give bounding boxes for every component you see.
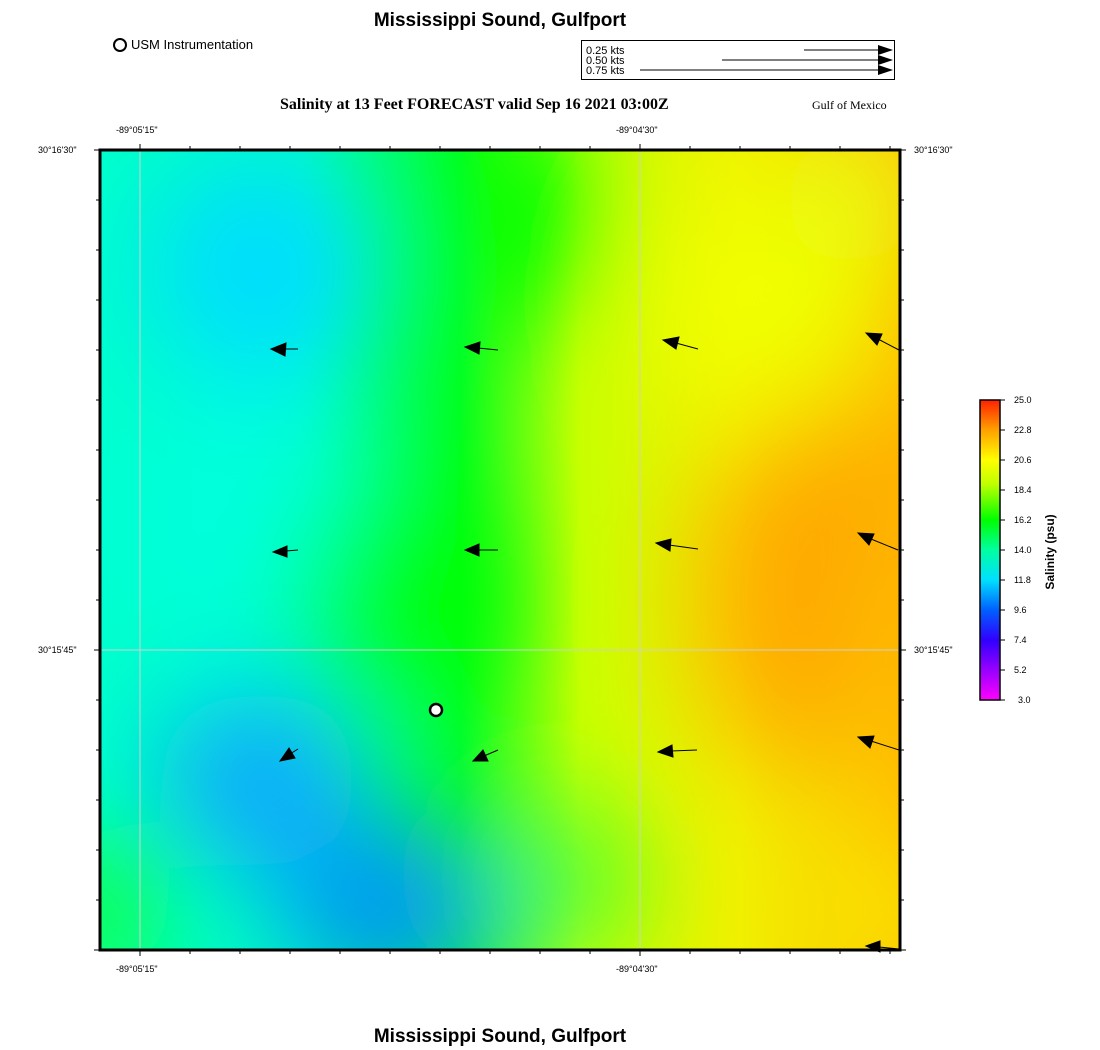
lon-label-bottom-2: -89°04'30" xyxy=(616,964,658,974)
lon-label-top-2: -89°04'30" xyxy=(616,125,658,135)
colorbar-tick-label: 7.4 xyxy=(1014,635,1027,645)
speed-label-075: 0.75 kts xyxy=(586,65,625,77)
lat-label-left-2: 30°15'45" xyxy=(38,645,77,655)
colorbar-tick-label: 5.2 xyxy=(1014,665,1027,675)
footer-title: Mississippi Sound, Gulfport xyxy=(373,1026,627,1047)
colorbar xyxy=(980,400,1000,700)
speed-label-025: 0.25 kts xyxy=(586,45,625,57)
speed-label-050: 0.50 kts xyxy=(586,55,625,67)
colorbar-label: Salinity (psu) xyxy=(1043,514,1057,590)
plot-subtitle: Salinity at 13 Feet FORECAST valid Sep 16 2021 03:00Z xyxy=(280,96,669,113)
colorbar-tick-label: 25.0 xyxy=(1014,395,1032,405)
colorbar-tick-label: 18.4 xyxy=(1014,485,1032,495)
usm-station-marker[interactable] xyxy=(430,704,442,716)
lat-label-right-1: 30°16'30" xyxy=(914,145,953,155)
colorbar-tick-label: 3.0 xyxy=(1018,695,1031,705)
station-legend-label: USM Instrumentation xyxy=(131,37,254,52)
lon-label-bottom-1: -89°05'15" xyxy=(116,964,158,974)
colorbar-tick-label: 20.6 xyxy=(1014,455,1032,465)
colorbar-tick-label: 11.8 xyxy=(1014,575,1031,585)
lon-label-top-1: -89°05'15" xyxy=(116,125,158,135)
map-title: Mississippi Sound, Gulfport xyxy=(373,10,627,31)
region-label: Gulf of Mexico xyxy=(812,98,887,112)
colorbar-tick-label: 22.8 xyxy=(1014,425,1032,435)
lat-label-right-2: 30°15'45" xyxy=(914,645,953,655)
colorbar-tick-label: 14.0 xyxy=(1014,545,1032,555)
colorbar-tick-label: 9.6 xyxy=(1014,605,1027,615)
lat-label-left-1: 30°16'30" xyxy=(38,145,77,155)
colorbar-tick-label: 16.2 xyxy=(1014,515,1032,525)
